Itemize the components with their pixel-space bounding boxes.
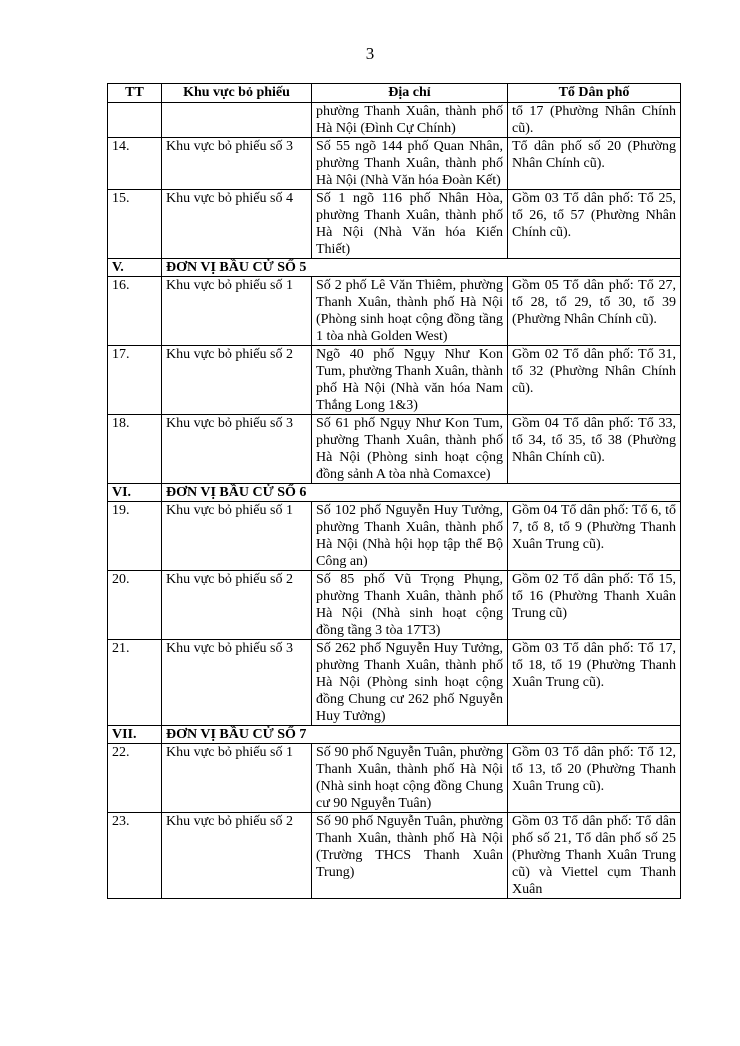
row-zone: Khu vực bỏ phiếu số 3 <box>162 415 312 484</box>
header-zone: Khu vực bỏ phiếu <box>162 84 312 103</box>
table-row <box>108 640 681 726</box>
row-zone <box>162 103 312 138</box>
section-number: VI. <box>108 484 162 502</box>
table-row <box>108 744 681 813</box>
row-zone: Khu vực bỏ phiếu số 3 <box>162 138 312 190</box>
row-address: Số 85 phố Vũ Trọng Phụng, phường Thanh Xuân, thành phố Hà Nội (Nhà sinh hoạt cộng đồng tầng 3 tòa 17T3) <box>312 571 508 640</box>
section-title: ĐƠN VỊ BẦU CỬ SỐ 6 <box>162 484 681 502</box>
section-row <box>108 484 681 502</box>
row-address: Số 55 ngõ 144 phố Quan Nhân, phường Thanh Xuân, thành phố Hà Nội (Nhà Văn hóa Đoàn Kết) <box>312 138 508 190</box>
table-row <box>108 103 681 138</box>
section-title: ĐƠN VỊ BẦU CỬ SỐ 5 <box>162 259 681 277</box>
table-row <box>108 346 681 415</box>
row-tt: 20. <box>108 571 162 640</box>
table-row <box>108 502 681 571</box>
row-groups: Gồm 04 Tổ dân phố: Tổ 6, tổ 7, tổ 8, tổ 9 (Phường Thanh Xuân Trung cũ). <box>508 502 681 571</box>
row-address: Số 90 phố Nguyễn Tuân, phường Thanh Xuân, thành phố Hà Nội (Trường THCS Thanh Xuân Trung) <box>312 813 508 899</box>
row-tt: 17. <box>108 346 162 415</box>
section-row <box>108 726 681 744</box>
header-tt: TT <box>108 84 162 103</box>
row-zone: Khu vực bỏ phiếu số 4 <box>162 190 312 259</box>
table-row <box>108 190 681 259</box>
header-groups: Tổ Dân phố <box>508 84 681 103</box>
row-zone: Khu vực bỏ phiếu số 3 <box>162 640 312 726</box>
table-header-row <box>108 84 681 103</box>
row-tt: 22. <box>108 744 162 813</box>
row-groups: tổ 17 (Phường Nhân Chính cũ). <box>508 103 681 138</box>
row-address: Số 1 ngõ 116 phố Nhân Hòa, phường Thanh Xuân, thành phố Hà Nội (Nhà Văn hóa Kiến Thiết) <box>312 190 508 259</box>
row-tt: 19. <box>108 502 162 571</box>
row-address: Số 61 phố Ngụy Như Kon Tum, phường Thanh Xuân, thành phố Hà Nội (Phòng sinh hoạt cộng đồng sảnh A tòa nhà Comaxce) <box>312 415 508 484</box>
row-tt <box>108 103 162 138</box>
table-row <box>108 138 681 190</box>
row-groups: Gồm 05 Tổ dân phố: Tổ 27, tổ 28, tổ 29, tổ 30, tổ 39 (Phường Nhân Chính cũ). <box>508 277 681 346</box>
row-groups: Gồm 03 Tổ dân phố: Tổ dân phố số 21, Tổ dân phố số 25 (Phường Thanh Xuân Trung cũ) và Viettel cụm Thanh Xuân <box>508 813 681 899</box>
header-address: Địa chỉ <box>312 84 508 103</box>
row-zone: Khu vực bỏ phiếu số 1 <box>162 277 312 346</box>
table-row <box>108 277 681 346</box>
row-groups: Gồm 02 Tổ dân phố: Tổ 31, tổ 32 (Phường Nhân Chính cũ). <box>508 346 681 415</box>
row-groups: Gồm 04 Tổ dân phố: Tổ 33, tổ 34, tổ 35, tổ 38 (Phường Nhân Chính cũ). <box>508 415 681 484</box>
row-groups: Gồm 02 Tổ dân phố: Tổ 15, tổ 16 (Phường Thanh Xuân Trung cũ) <box>508 571 681 640</box>
row-zone: Khu vực bỏ phiếu số 2 <box>162 346 312 415</box>
row-address: Ngõ 40 phố Ngụy Như Kon Tum, phường Thanh Xuân, thành phố Hà Nội (Nhà văn hóa Nam Thắng Long 1&3) <box>312 346 508 415</box>
row-groups: Tổ dân phố số 20 (Phường Nhân Chính cũ). <box>508 138 681 190</box>
row-tt: 21. <box>108 640 162 726</box>
row-tt: 18. <box>108 415 162 484</box>
row-zone: Khu vực bỏ phiếu số 1 <box>162 744 312 813</box>
row-tt: 16. <box>108 277 162 346</box>
polling-zone-table <box>107 83 681 899</box>
row-zone: Khu vực bỏ phiếu số 2 <box>162 571 312 640</box>
row-groups: Gồm 03 Tổ dân phố: Tổ 12, tổ 13, tổ 20 (Phường Thanh Xuân Trung cũ). <box>508 744 681 813</box>
row-tt: 14. <box>108 138 162 190</box>
table-row <box>108 571 681 640</box>
row-zone: Khu vực bỏ phiếu số 2 <box>162 813 312 899</box>
row-address: Số 262 phố Nguyễn Huy Tưởng, phường Thanh Xuân, thành phố Hà Nội (Phòng sinh hoạt cộng đồng Chung cư 262 phố Nguyễn Huy Tưởng) <box>312 640 508 726</box>
row-groups: Gồm 03 Tổ dân phố: Tổ 25, tổ 26, tổ 57 (Phường Nhân Chính cũ). <box>508 190 681 259</box>
section-title: ĐƠN VỊ BẦU CỬ SỐ 7 <box>162 726 681 744</box>
row-address: Số 102 phố Nguyễn Huy Tưởng, phường Thanh Xuân, thành phố Hà Nội (Nhà hội họp tập thể Bộ Công an) <box>312 502 508 571</box>
row-tt: 15. <box>108 190 162 259</box>
row-address: Số 2 phố Lê Văn Thiêm, phường Thanh Xuân, thành phố Hà Nội (Phòng sinh hoạt cộng đồng tầng 1 tòa nhà Golden West) <box>312 277 508 346</box>
section-row <box>108 259 681 277</box>
row-address: phường Thanh Xuân, thành phố Hà Nội (Đình Cự Chính) <box>312 103 508 138</box>
row-address: Số 90 phố Nguyễn Tuân, phường Thanh Xuân, thành phố Hà Nội (Nhà sinh hoạt cộng đồng Chung cư 90 Nguyễn Tuân) <box>312 744 508 813</box>
row-zone: Khu vực bỏ phiếu số 1 <box>162 502 312 571</box>
row-tt: 23. <box>108 813 162 899</box>
page-number: 3 <box>365 44 375 63</box>
section-number: VII. <box>108 726 162 744</box>
section-number: V. <box>108 259 162 277</box>
table-row <box>108 813 681 899</box>
row-groups: Gồm 03 Tổ dân phố: Tổ 17, tổ 18, tổ 19 (Phường Thanh Xuân Trung cũ). <box>508 640 681 726</box>
table-row <box>108 415 681 484</box>
